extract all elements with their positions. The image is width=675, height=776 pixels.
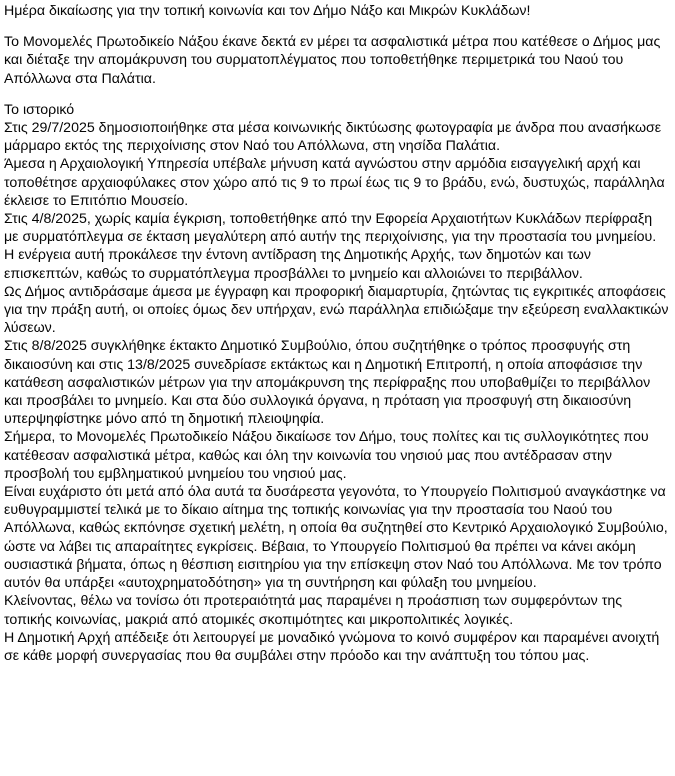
- history-paragraph: Στις 8/8/2025 συγκλήθηκε έκτακτο Δημοτικό Συμβούλιο, όπου συζητήθηκε ο τρόπος προσφυγής στη δικαιοσύνη και στις 13/8/2025 συνεδρίασε εκτάκτως και η Δημοτική Επιτροπή, η οποία αποφάσισε την κατάθεση ασφαλιστικών μέτρων για την απομάκρυνση της περίφραξης που υποβαθμίζει το περιβάλλον και προσβάλει το μνημείο. Και στα δύο συλλογικά όργανα, η πρόταση για προσφυγή στη δικαιοσύνη υπερψηφίστηκε μόνο από τη δημοτική πλειοψηφία.: [4, 338, 651, 428]
- history-paragraph: Ως Δήμος αντιδράσαμε άμεσα με έγγραφη και προφορική διαμαρτυρία, ζητώντας τις εγκριτικές αποφάσεις για την πράξη αυτή, οι οποίες όμως δεν υπήρχαν, ενώ παράλληλα επιδιώξαμε την εξεύρεση εναλλακτικών λύσεων.: [4, 283, 669, 337]
- history-heading: Το ιστορικό: [4, 101, 75, 118]
- paragraph-gap: [4, 20, 669, 33]
- history-paragraph: Άμεσα η Αρχαιολογική Υπηρεσία υπέβαλε μήνυση κατά αγνώστου στην αρμόδια εισαγγελική αρχή και τοποθέτησε αρχαιοφύλακες στον χώρο από τις 9 το πρωί έως τις 9 το βράδυ, ενώ, δυστυχώς, παράλληλα έκλεισε το Επιτόπιο Μουσείο.: [4, 156, 665, 209]
- closing-paragraph: Η Δημοτική Αρχή απέδειξε ότι λειτουργεί με μοναδικό γνώμονα το κοινό συμφέρον και παραμένει ανοιχτή σε κάθε μορφή συνεργασίας που θα συμβάλει στην πρόοδο και την ανάπτυξη του τόπου μας.: [4, 629, 660, 664]
- history-paragraph: Είναι ευχάριστο ότι μετά από όλα αυτά τα δυσάρεστα γεγονότα, το Υπουργείο Πολιτισμού αναγκάστηκε να ευθυγραμμιστεί τελικά με το δίκαιο αίτημα της τοπικής κοινωνίας για την προστασία του Ναού του Απόλλωνα, καθώς εκπόνησε σχετική μελέτη, η οποία θα συζητηθεί στο Κεντρικό Αρχαιολογικό Συμβούλιο, ώστε να λάβει τις απαραίτητες εγκρίσεις. Βέβαια, το Υπουργείο Πολιτισμού θα πρέπει να κάνει ακόμη ουσιαστικά βήματα, όπως η θέσπιση εισιτηρίου για την επίσκεψη στον Ναό του Απόλλωνα. Με τον τρόπο αυτόν θα υπάρξει «αυτοχρηματοδότηση» για τη συντήρηση και φύλαξη του μνημείου.: [4, 484, 668, 592]
- paragraph-gap: [4, 88, 669, 101]
- post-intro: Το Μονομελές Πρωτοδικείο Νάξου έκανε δεκτά εν μέρει τα ασφαλιστικά μέτρα που κατέθεσε ο Δήμος μας και διέταξε την απομάκρυνση του συρματοπλέγματος που τοποθετήθηκε περιμετρικά του Ναού του Απόλλωνα στα Παλάτια.: [4, 34, 661, 87]
- closing-paragraph: Κλείνοντας, θέλω να τονίσω ότι προτεραιότητά μας παραμένει η προάσπιση των συμφερόντων της τοπικής κοινωνίας, μακριά από ατομικές σκοπιμότητες και μικροπολιτικές λογικές.: [4, 593, 623, 628]
- history-paragraph: Σήμερα, το Μονομελές Πρωτοδικείο Νάξου δικαίωσε τον Δήμο, τους πολίτες και τις συλλογικότητες που κατέθεσαν ασφαλιστικά μέτρα, καθώς και όλη την κοινωνία του νησιού μας που αντέδρασαν στην προσβολή του εμβληματικού μνημείου του νησιού μας.: [4, 429, 649, 482]
- history-paragraph: Στις 4/8/2025, χωρίς καμία έγκριση, τοποθετήθηκε από την Εφορεία Αρχαιοτήτων Κυκλάδων περίφραξη με συρματόπλεγμα σε έκταση μεγαλύτερη από αυτήν της περιχοίνισης, για την προστασία του μνημείου. Η ενέργεια αυτή προκάλεσε την έντονη αντίδραση της Δημοτικής Αρχής, των δημοτών και των επισκεπτών, καθώς το συρματόπλεγμα προσβάλλει το μνημείο και αλλοιώνει το περιβάλλον.: [4, 211, 657, 282]
- history-paragraph: Στις 29/7/2025 δημοσιοποιήθηκε στα μέσα κοινωνικής δικτύωσης φωτογραφία με άνδρα που ανασήκωσε μάρμαρο εκτός της περιχοίνισης στον Ναό του Απόλλωνα, στη νησίδα Παλάτια.: [4, 120, 662, 155]
- post-headline: Ημέρα δικαίωσης για την τοπική κοινωνία και τον Δήμο Νάξο και Μικρών Κυκλάδων!: [4, 3, 531, 19]
